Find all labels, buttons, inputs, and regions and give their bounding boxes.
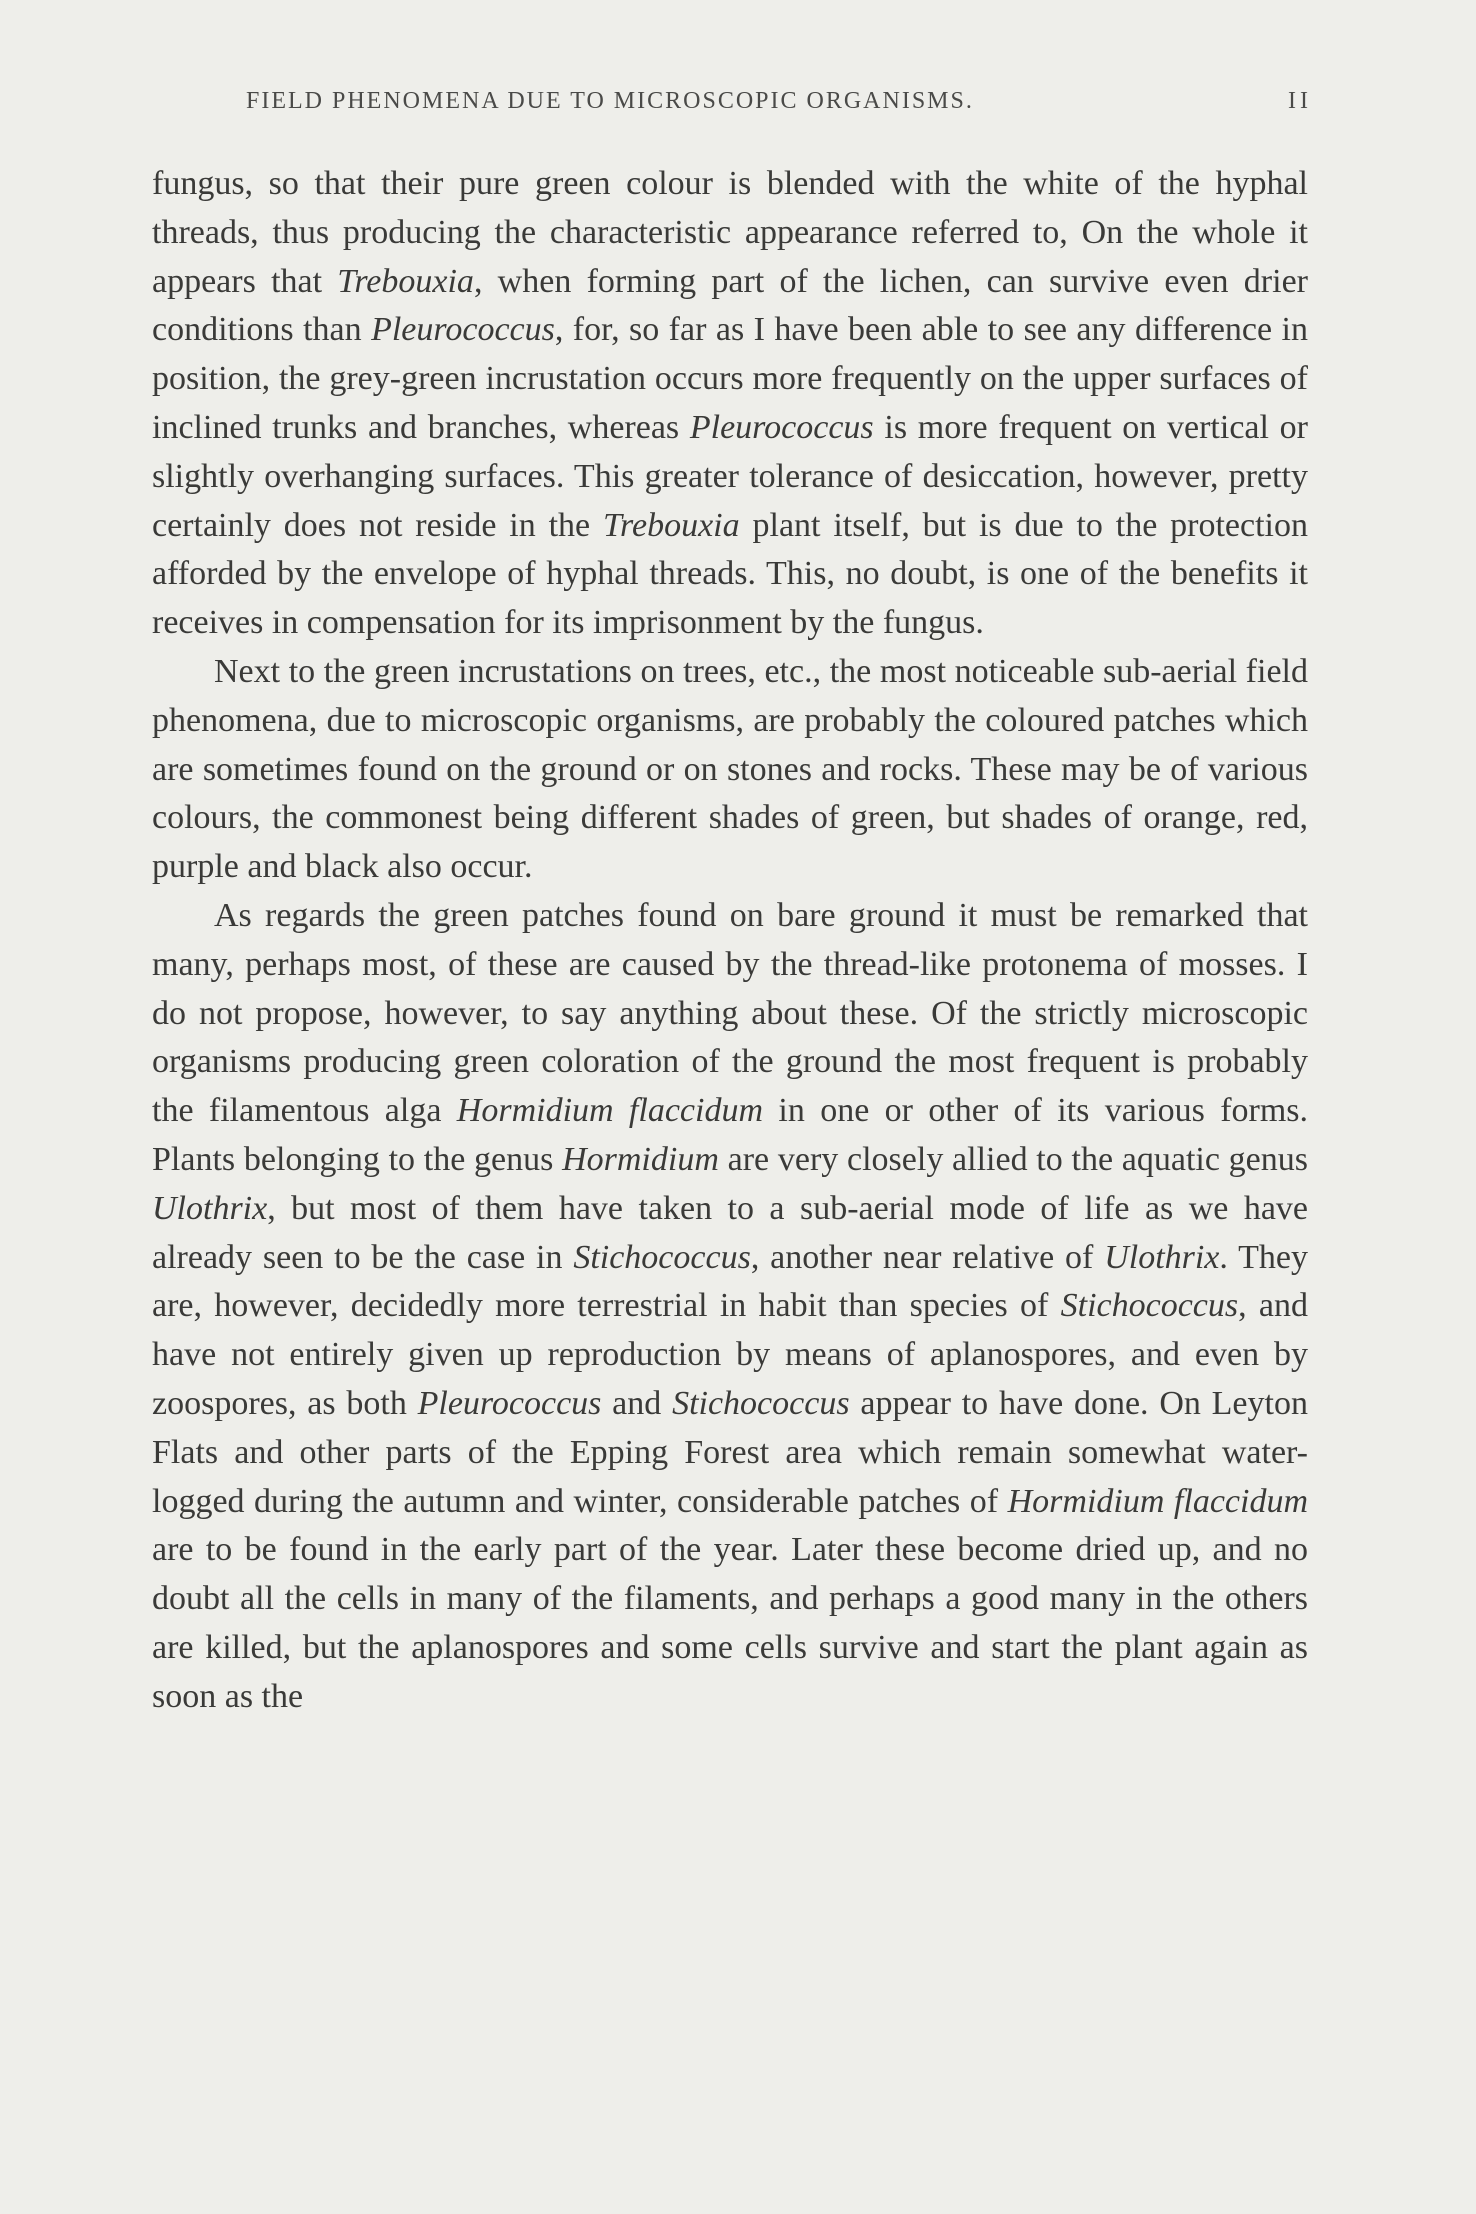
page-number: II bbox=[1288, 88, 1312, 114]
italic-taxon-name: Trebouxia bbox=[337, 262, 474, 300]
italic-taxon-name: Hormidium flaccidum bbox=[1007, 1482, 1308, 1520]
paragraph: As regards the green patches found on bare ground it must be remarked that many, perhaps most, of these are caused by the thread-like protonema of mosses. I do not propose, however, to say anything about these. Of the strictly microscopic organisms producing green coloration of the ground the most frequent is probably the filamentous alga Hormidium flaccidum in one or other of its various forms. Plants belonging to the genus Hormidium are very closely allied to the aquatic genus Ulothrix, but most of them have taken to a sub-aerial mode of life as we have already seen to be the case in Stichococcus, another near relative of Ulothrix. They are, however, decidedly more terrestrial in habit than species of Stichococcus, and have not entirely given up reproduction by means of aplanospores, and even by zoospores, as both Pleurococcus and Stichococcus appear to have done. On Leyton Flats and other parts of the Epping Forest area which remain somewhat water-logged during the autumn and winter, considerable patches of Hormidium flaccidum are to be found in the early part of the year. Later these become dried up, and no doubt all the cells in many of the filaments, and perhaps a good many in the others are killed, but the aplanospores and some cells survive and start the plant again as soon as the bbox=[152, 896, 1309, 1715]
body-text bbox=[152, 160, 1308, 1722]
italic-taxon-name: Pleurococcus bbox=[417, 1384, 602, 1422]
paragraph: fungus, so that their pure green colour is blended with the white of the hyphal threads, thus producing the characteristic appearance referred to, On the whole it appears that Trebouxia, when forming part of the lichen, can survive even drier conditions than Pleurococcus, for, so far as I have been able to see any difference in position, the grey-green incrustation occurs more frequently on the upper surfaces of inclined trunks and branches, whereas Pleurococcus is more frequent on vertical or slightly overhanging surfaces. This greater tolerance of desiccation, however, pretty certainly does not reside in the Trebouxia plant itself, but is due to the protection afforded by the envelope of hyphal threads. This, no doubt, is one of the benefits it receives in compensation for its imprisonment by the fungus. bbox=[152, 165, 1308, 642]
italic-taxon-name: Stichococcus bbox=[672, 1384, 850, 1422]
italic-taxon-name: Stichococcus bbox=[573, 1238, 751, 1276]
paragraph: Next to the green incrustations on trees, etc., the most noticeable sub-aerial field phenomena, due to microscopic organisms, are probably the coloured patches which are sometimes found on the ground or on stones and rocks. These may be of various colours, the commonest being different shades of green, but shades of orange, red, purple and black also occur. bbox=[152, 652, 1308, 886]
running-title: FIELD PHENOMENA DUE TO MICROSCOPIC ORGANISMS. bbox=[246, 88, 974, 114]
italic-taxon-name: Hormidium bbox=[562, 1140, 719, 1178]
italic-taxon-name: Stichococcus bbox=[1060, 1287, 1239, 1325]
italic-taxon-name: Pleurococcus bbox=[689, 408, 874, 446]
italic-taxon-name: Ulothrix bbox=[152, 1189, 268, 1227]
italic-taxon-name: Pleurococcus bbox=[371, 311, 555, 349]
italic-taxon-name: Hormidium flaccidum bbox=[456, 1092, 764, 1130]
italic-taxon-name: Ulothrix bbox=[1104, 1238, 1220, 1276]
italic-taxon-name: Trebouxia bbox=[603, 506, 740, 544]
